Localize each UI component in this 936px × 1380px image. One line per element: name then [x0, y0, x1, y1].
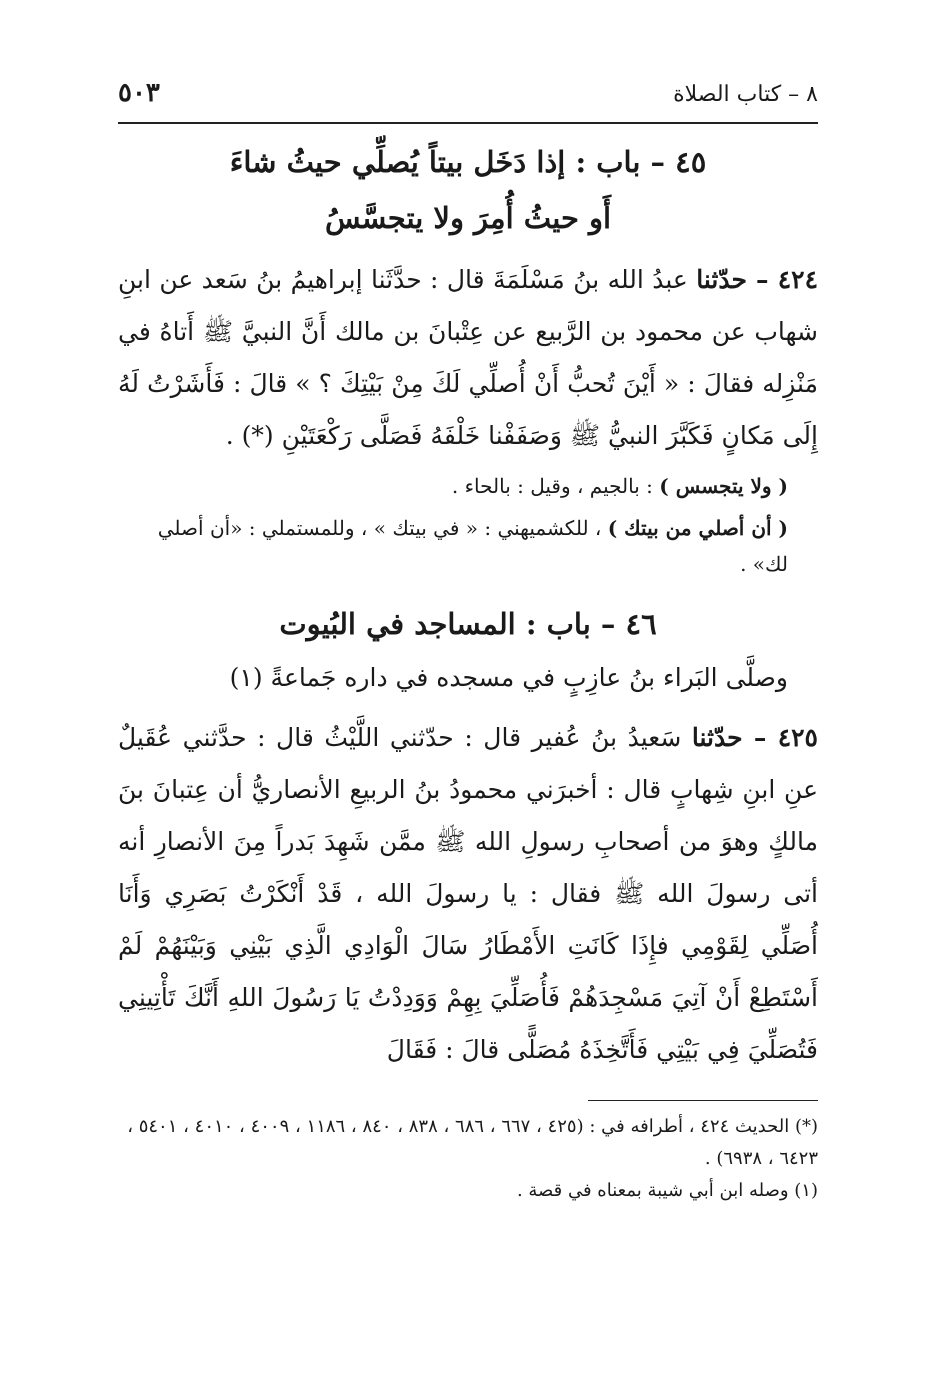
note-text: : بالجيم ، وقيل : بالحاء .: [451, 474, 660, 498]
running-title: ٨ – كتاب الصلاة: [673, 82, 818, 107]
hadith-424-text: عبدُ الله بنُ مَسْلَمَةَ قال : حدَّثَنا إبراهيمُ بنُ سَعد عن ابنِ شهاب عن محمود بن الرَّبيع عن عِتْبانَ بن مالك أَنَّ النبيَّ ﷺ أَتاهُ في مَنْزِله فقالَ : « أَيْنَ تُحبُّ أَنْ أُصلِّي لَكَ مِنْ بَيْتِكَ ؟ » قالَ : فَأَشَرْتُ لَهُ إِلَى مَكانٍ فَكَبَّرَ النبيُّ ﷺ وَصَفَفْنا خَلْفَهُ فَصَلَّى رَكْعَتَيْنِ (*) .: [118, 265, 818, 450]
footnote-star: (*) الحديث ٤٢٤ ، أطرافه في : (٤٢٥ ، ٦٦٧ ، ٦٨٦ ، ٨٣٨ ، ٨٤٠ ، ١١٨٦ ، ٤٠٠٩ ، ٤٠١٠ ، ٥٤٠١ ، ٦٤٢٣ ، ٦٩٣٨) .: [127, 1116, 818, 1169]
page-number: ٥٠٣: [118, 78, 160, 108]
book-page: [118, 78, 818, 1207]
note-term: ( ولا يتجسس ): [659, 474, 788, 498]
footnote-1: (١) وصله ابن أبي شيبة بمعناه في قصة .: [516, 1180, 818, 1201]
chapter-45-title-line2: أَو حيثُ أُمِرَ ولا يتجسَّسُ: [324, 201, 612, 235]
header-rule: [118, 122, 818, 124]
chapter-45-title-line1: ٤٥ – باب : إذا دَخَل بيتاً يُصلِّي حيثُ شاءَ: [229, 145, 707, 179]
note-bayt: [118, 510, 818, 582]
hadith-425: [118, 712, 818, 1076]
footnote-rule: [588, 1100, 818, 1101]
chapter-46-intro: وصلَّى البَراء بنُ عازِبٍ في مسجده في داره جَماعةً (١): [229, 663, 788, 692]
page-header: [118, 78, 818, 118]
note-term: ( أن أصلي من بيتك ): [607, 516, 788, 540]
note-tajassus: [118, 468, 818, 504]
hadith-424: [118, 254, 818, 462]
chapter-46-title: ٤٦ – باب : المساجد في البُيوت: [279, 607, 657, 641]
hadith-425-text: سَعيدُ بنُ عُفير قال : حدّثني اللَّيْثُ قال : حدَّثني عُقَيلٌ عنِ ابنِ شِهابٍ قال : أخبرَني محمودُ بنُ الربيعِ الأنصاريُّ أن عِتبانَ بنَ مالكٍ وهوَ من أصحابِ رسولِ الله ﷺ ممَّن شَهِدَ بَدراً مِنَ الأنصارِ أنه أتى رسولَ الله ﷺ فقال : يا رسولَ الله ، قَدْ أَنْكَرْتُ بَصَرِي وَأَنَا أُصَلِّي لِقَوْمِي فإِذَا كَانَتِ الأَمْطَارُ سَالَ الْوَادِي الَّذِي بَيْنِي وَبَيْنَهُمْ لَمْ أَسْتَطِعْ أَنْ آتِيَ مَسْجِدَهُمْ فَأُصَلِّيَ بِهِمْ وَوَدِدْتُ يَا رَسُولَ اللهِ أَنَّكَ تَأْتِينِي فَتُصَلِّيَ فِي بَيْتِي فَأَتَّخِذَهُ مُصَلًّى قالَ : فَقَالَ: [118, 723, 818, 1064]
note-text: ، للكشميهني : « في بيتك » ، وللمستملي : «أن أصلي لك» .: [157, 516, 788, 576]
hadith-424-number: ٤٢٤ – حدّثنا: [696, 265, 819, 294]
hadith-425-number: ٤٢٥ – حدّثنا: [691, 723, 818, 752]
